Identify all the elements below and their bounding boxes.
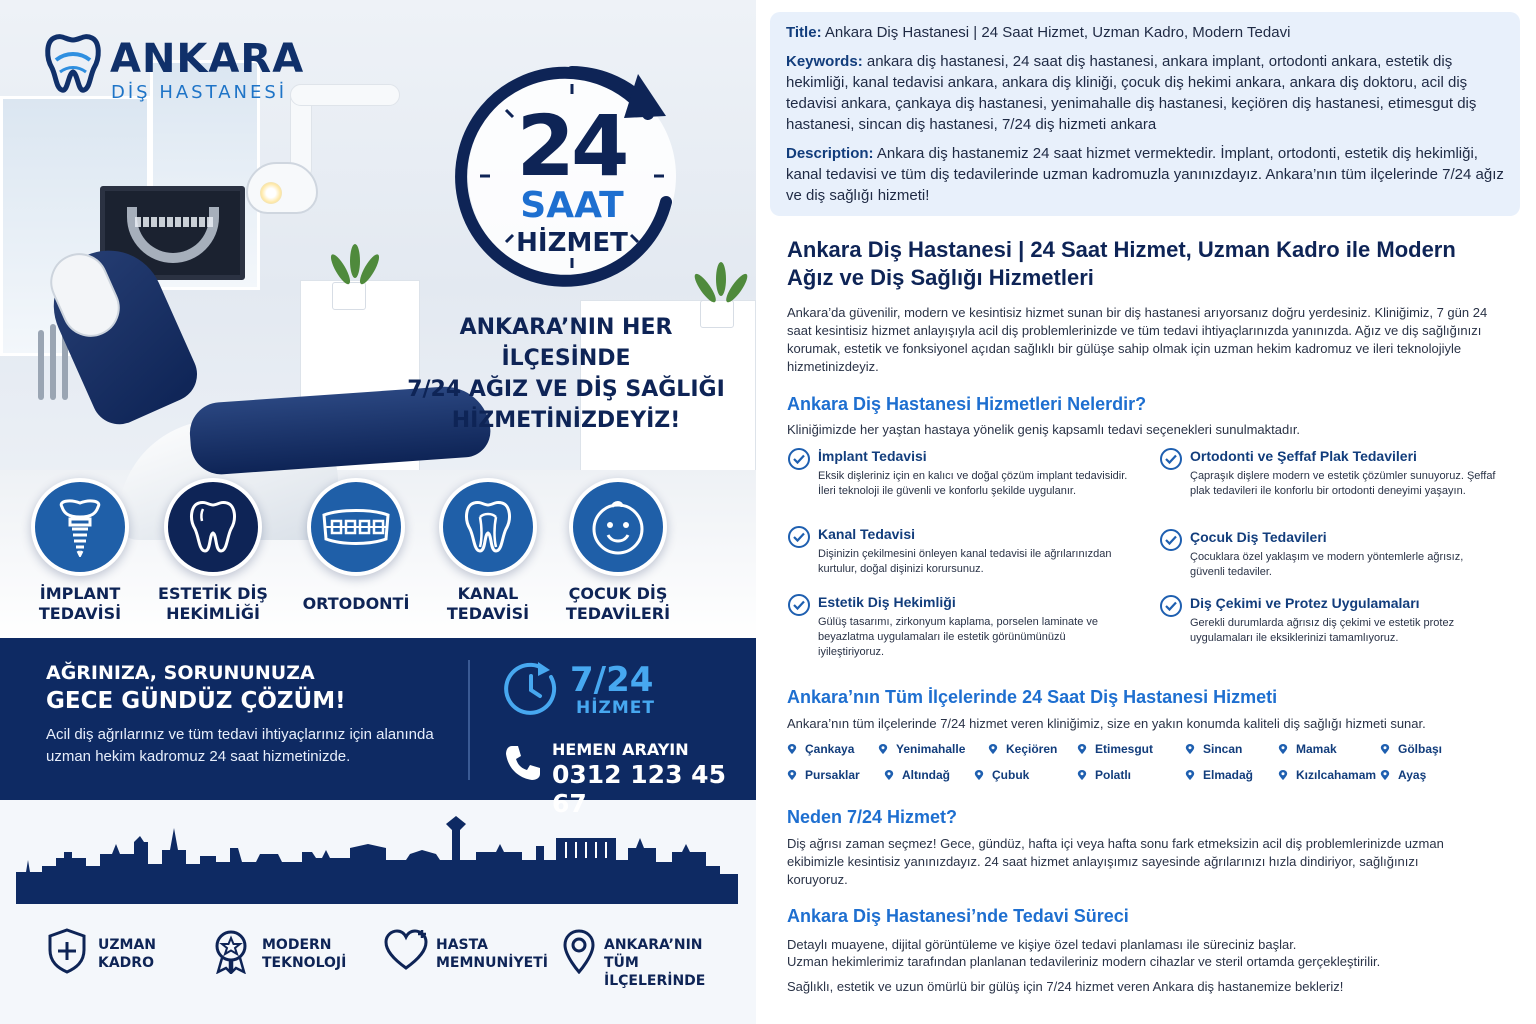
feature-label-line: ANKARA’NIN — [604, 937, 703, 953]
service-label-line: TEDAVİLERİ — [565, 604, 671, 623]
district-name: Pursaklar — [805, 768, 860, 782]
clock-number: 24 — [516, 97, 626, 195]
feature-label-line: HASTA — [436, 937, 488, 953]
clock-saat-label: SAAT — [520, 185, 624, 226]
district-name: Yenimahalle — [896, 742, 966, 756]
seo-title-key: Title: — [786, 24, 822, 41]
phone-icon — [504, 744, 542, 782]
tagline-line: HİZMETİNİZDEYİZ! — [451, 408, 681, 433]
location-pin-icon — [1278, 770, 1288, 780]
service-item-body: Çapraşık dişlere modern ve estetik çözümler sunuyoruz. Şeffaf plak tedavileri ile konforlu bir ortodonti deneyimi yaşayın. — [1190, 470, 1496, 497]
feature-all-districts — [562, 928, 706, 989]
24-hour-badge — [452, 52, 692, 292]
feature-label-line: MODERN — [262, 937, 332, 953]
clock-hizmet-label: HİZMET — [516, 228, 628, 258]
district-item[interactable] — [1185, 742, 1242, 756]
service-circle — [31, 478, 129, 576]
article — [787, 236, 1507, 376]
district-name: Kızılcahamam — [1296, 768, 1377, 782]
service-label-line: ÇOCUK DİŞ — [568, 584, 668, 603]
feature-expert-staff — [46, 928, 157, 988]
promo-divider — [468, 660, 470, 780]
plant-leaf — [350, 244, 360, 278]
district-name: Mamak — [1296, 742, 1337, 756]
promo-body: Acil diş ağrılarınız ve tüm tedavi ihtiyaçlarınız için alanında uzman hekim kadromuz 24 saat hizmetinizde. — [46, 726, 434, 765]
award-star-icon — [210, 928, 252, 974]
check-circle-icon — [1159, 447, 1183, 471]
feature-label — [604, 936, 705, 990]
seo-description-key: Description: — [786, 145, 874, 162]
plant-leaf — [716, 262, 726, 296]
location-pin-icon — [1380, 770, 1390, 780]
service-label — [423, 584, 553, 624]
service-item-title: Diş Çekimi ve Protez Uygulamaları — [1190, 595, 1420, 611]
promo-poster — [0, 0, 756, 1024]
service-label — [148, 584, 278, 624]
service-item-body: Gerekli durumlarda ağrısız diş çekimi ve estetik protez uygulamaları ile eksiklerinizi tamamlıyoruz. — [1190, 617, 1455, 644]
district-item[interactable] — [1077, 742, 1153, 756]
service-circle — [439, 478, 537, 576]
district-name: Polatlı — [1095, 768, 1132, 782]
service-circle — [569, 478, 667, 576]
promo-band — [0, 638, 756, 818]
tagline-line: ANKARA’NIN HER İLÇESİNDE — [459, 315, 673, 371]
services-intro: Kliniğimizde her yaştan hastaya yönelik geniş kapsamlı tedavi seçenekleri sunulmaktadır. — [787, 422, 1301, 437]
process-line: Uzman hekimlerimiz tarafından planlanan tedavileriniz modern cihazlar ve steril ortamda gerçekleştirilir. — [787, 954, 1381, 969]
phone-number-link[interactable]: 0312 123 45 67 — [552, 760, 726, 818]
district-name: Altındağ — [902, 768, 950, 782]
xray-teeth — [135, 217, 213, 227]
service-item-title: İmplant Tedavisi — [818, 448, 927, 464]
district-item[interactable] — [1185, 768, 1253, 782]
service-circle — [164, 478, 262, 576]
article-intro: Ankara’da güvenilir, modern ve kesintisiz hizmet sunan bir diş hastanesi arıyorsanız doğru yerdesiniz. Kliniğimiz, 7 gün 24 saat kesintisiz hizmet anlayışıyla acil diş problemlerinizde ve tüm tedavi ihtiyaçlarınızda yanınızda. Ağız ve diş sağlığınızı korumak, estetik ve fonksiyonel açıdan sağlıklı bir gülüşe sahip olmak için uzman hekim kadromuz ve ileri teknolojiyle hizmetinizdeyiz. — [787, 305, 1488, 374]
district-item[interactable] — [1380, 742, 1442, 756]
service-label — [15, 584, 145, 624]
ankara-skyline — [16, 808, 738, 904]
process-line: Detaylı muayene, dijital görüntüleme ve kişiye özel tedavi planlaması ile süreciniz başlar. — [787, 937, 1297, 952]
braces-icon — [320, 507, 392, 547]
feature-label-line: TÜM İLÇELERİNDE — [604, 955, 706, 989]
plant-pot — [332, 282, 366, 310]
district-item[interactable] — [1278, 768, 1376, 782]
seo-keywords-key: Keywords: — [786, 53, 863, 70]
service-item-title: Kanal Tedavisi — [818, 526, 916, 542]
check-circle-icon — [787, 525, 811, 549]
hospital-logo[interactable] — [44, 30, 305, 103]
service-circle — [307, 478, 405, 576]
seo-keywords-value: ankara diş hastanesi, 24 saat diş hastanesi, ankara implant, ortodonti ankara, estetik diş hekimliği, kanal tedavisi ankara, ankara diş kliniği, çocuk diş hekimi ankara, ankara diş doktoru, acil diş tedavisi ankara, çankaya diş hastanesi, yenimahalle diş hastanesi, keçiören diş hastanesi, etimesgut diş hastanesi, sincan diş hastanesi, 7/24 diş hizmeti ankara — [786, 53, 1477, 133]
location-pin-icon — [1278, 744, 1288, 754]
location-pin-icon — [1185, 770, 1195, 780]
district-name: Çubuk — [992, 768, 1030, 782]
child-face-icon — [588, 497, 648, 557]
call-now-label: HEMEN ARAYIN — [552, 740, 689, 759]
service-tile-orthodontics[interactable] — [291, 478, 421, 614]
implant-icon — [52, 497, 108, 557]
seo-description-value: Ankara diş hastanemiz 24 saat hizmet vermektedir. İmplant, ortodonti, estetik diş hekimliği, kanal tedavisi ve tüm diş tedavilerinde uzman kadromuzla yanınızdayız. Ankara’nın tüm ilçelerinde 7/24 ağız ve diş sağlığı hizmeti! — [786, 145, 1504, 204]
dental-lamp-light — [260, 182, 282, 204]
service-label — [291, 594, 421, 614]
service-label-line: TEDAVİSİ — [38, 604, 122, 623]
process-heading: Ankara Diş Hastanesi’nde Tedavi Süreci — [787, 906, 1129, 926]
seo-keywords-row — [786, 51, 1504, 135]
service-item-title: Estetik Diş Hekimliği — [818, 594, 956, 610]
seo-description-row — [786, 143, 1504, 206]
service-tile-implant[interactable] — [15, 478, 145, 624]
district-name: Çankaya — [805, 742, 855, 756]
location-pin-icon — [787, 770, 797, 780]
service-label-line: İMPLANT — [39, 584, 121, 603]
district-item[interactable] — [1380, 768, 1426, 782]
district-name: Gölbaşı — [1398, 742, 1443, 756]
location-pin-icon — [1077, 770, 1087, 780]
tooth-icon — [185, 497, 241, 557]
feature-label — [98, 936, 156, 972]
service-tile-root-canal[interactable] — [423, 478, 553, 624]
article-title: Ankara Diş Hastanesi | 24 Saat Hizmet, Uzman Kadro ile Modern Ağız ve Diş Sağlığı Hizmetleri — [787, 237, 1456, 290]
service-label — [553, 584, 683, 624]
district-name: Elmadağ — [1203, 768, 1254, 782]
promo-hizmet-label: HİZMET — [576, 698, 656, 718]
district-item[interactable] — [884, 768, 950, 782]
district-item[interactable] — [988, 742, 1057, 756]
tagline-line: 7/24 AĞIZ VE DİŞ SAĞLIĞI — [407, 377, 725, 402]
district-item[interactable] — [1278, 742, 1337, 756]
feature-label-line: TEKNOLOJİ — [262, 955, 347, 971]
location-pin-icon — [884, 770, 894, 780]
promo-24-7-badge: 7/24 — [570, 660, 654, 700]
location-pin-icon — [974, 770, 984, 780]
check-circle-icon — [787, 447, 811, 471]
hero-tagline — [396, 312, 736, 436]
service-label-line: ESTETİK DİŞ — [158, 584, 268, 603]
logo-name: ANKARA — [110, 36, 305, 82]
districts-heading: Ankara’nın Tüm İlçelerinde 24 Saat Diş Hastanesi Hizmeti — [787, 687, 1278, 707]
service-label-line: HEKİMLİĞİ — [166, 604, 260, 623]
feature-label-line: UZMAN — [98, 937, 157, 953]
heart-icon — [384, 928, 430, 972]
dental-lamp — [246, 162, 318, 214]
location-pin-icon — [1380, 744, 1390, 754]
seo-title-row — [786, 22, 1504, 43]
service-label-line: KANAL — [457, 584, 519, 603]
check-circle-icon — [1159, 528, 1183, 552]
promo-headline-top: AĞRINIZA, SORUNUNUZA — [46, 662, 315, 684]
feature-label-line: MEMNUNİYETİ — [436, 955, 548, 971]
dental-tool — [50, 324, 56, 400]
location-pin-icon — [787, 744, 797, 754]
feature-label — [436, 936, 548, 972]
district-name: Ayaş — [1398, 768, 1427, 782]
feature-patient-satisfaction — [384, 928, 548, 988]
xray-jaw — [127, 207, 219, 263]
lamp-arm — [290, 84, 400, 106]
feature-modern-technology — [210, 928, 347, 988]
service-item-title: Ortodonti ve Şeffaf Plak Tedavileri — [1190, 448, 1417, 464]
logo-subtitle: DİŞ HASTANESİ — [111, 82, 288, 103]
check-circle-icon — [1159, 594, 1183, 618]
seo-title-value: Ankara Diş Hastanesi | 24 Saat Hizmet, Uzman Kadro, Modern Tedavi — [824, 24, 1291, 41]
service-item-title: Çocuk Diş Tedavileri — [1190, 529, 1327, 545]
feature-label — [262, 936, 346, 972]
service-tile-pediatric[interactable] — [553, 478, 683, 624]
location-pin-icon — [562, 928, 596, 974]
promo-headline: GECE GÜNDÜZ ÇÖZÜM! — [46, 688, 346, 714]
service-label-line: TEDAVİSİ — [446, 604, 530, 623]
location-pin-icon — [1185, 744, 1195, 754]
district-item[interactable] — [974, 768, 1029, 782]
seo-meta-card — [770, 12, 1520, 216]
why-body: Diş ağrısı zaman seçmez! Gece, gündüz, hafta içi veya hafta sonu fark etmeksizin acil diş problemlerinizde uzman ekibimizle kesintisiz yanınızdayız. 24 saat hizmet anlayışımız sayesinde ağrılarınızı hızla dindiriyor, sağlığınızı koruyoruz. — [787, 836, 1444, 887]
service-tile-aesthetic[interactable] — [148, 478, 278, 624]
district-item[interactable] — [1077, 768, 1131, 782]
feature-label-line: KADRO — [98, 955, 154, 971]
district-item[interactable] — [787, 742, 854, 756]
root-canal-icon — [460, 497, 516, 557]
why-heading: Neden 7/24 Hizmet? — [787, 807, 958, 827]
location-pin-icon — [988, 744, 998, 754]
location-pin-icon — [878, 744, 888, 754]
check-circle-icon — [787, 593, 811, 617]
district-name: Keçiören — [1006, 742, 1058, 756]
tooth-logo-icon — [44, 30, 102, 94]
clock-icon — [502, 660, 560, 718]
district-item[interactable] — [787, 768, 860, 782]
location-pin-icon — [1077, 744, 1087, 754]
service-label-line: ORTODONTİ — [302, 594, 410, 613]
districts-intro: Ankara’nın tüm ilçelerinde 7/24 hizmet veren kliniğimiz, size en yakın konumda kaliteli diş sağlığı hizmeti sunar. — [787, 716, 1426, 731]
services-heading: Ankara Diş Hastanesi Hizmetleri Nelerdir? — [787, 394, 1147, 414]
service-item-body: Eksik dişleriniz için en kalıcı ve doğal çözüm implant tedavisidir. İleri teknoloji ile güvenli ve konforlu şekilde uygulanır. — [818, 470, 1128, 497]
district-item[interactable] — [878, 742, 965, 756]
closing-line: Sağlıklı, estetik ve uzun ömürlü bir gülüş için 7/24 hizmet veren Ankara diş hastanemize bekleriz! — [787, 979, 1344, 994]
shield-plus-icon — [46, 928, 88, 974]
dental-tool — [38, 330, 44, 400]
service-item-body: Gülüş tasarımı, zirkonyum kaplama, porselen laminate ve beyazlatma uygulamaları ile estetik görünümünüzü iyileştiriyoruz. — [818, 616, 1099, 658]
district-name: Sincan — [1203, 742, 1243, 756]
service-item-body: Çocuklara özel yaklaşım ve modern yöntemlerle ağrısız, güvenli tedaviler. — [1190, 551, 1464, 578]
service-item-body: Dişinizin çekilmesini önleyen kanal tedavisi ile ağrılarınızdan kurtulur, doğal dişinizi korursunuz. — [818, 548, 1112, 575]
district-name: Etimesgut — [1095, 742, 1154, 756]
